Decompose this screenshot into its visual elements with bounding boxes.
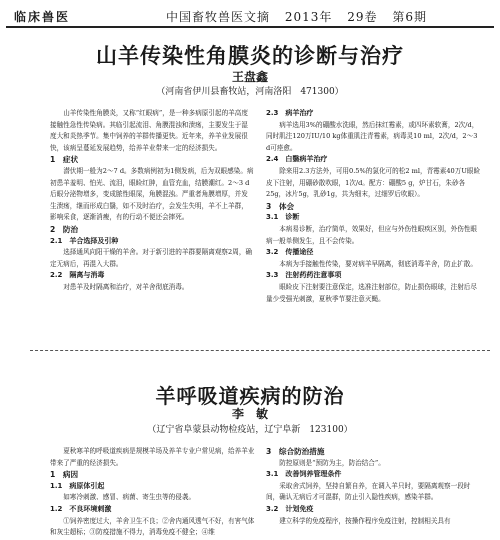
subsection-heading: 2.4 白翳病羊治疗	[266, 155, 328, 164]
journal-info	[166, 8, 437, 25]
article-separator	[30, 350, 490, 351]
subsection-heading: 2.2 隔离与消毒	[50, 271, 105, 280]
subsection-heading: 2.1 羊合选择及引种	[50, 236, 119, 245]
article2-author: 李 敏	[231, 407, 268, 421]
article2-right-column	[266, 446, 481, 527]
subsection-heading: 3.2 计划免疫	[266, 504, 314, 513]
article1-title: 山羊传染性角膜炎的诊断与治疗	[96, 44, 404, 68]
subsection-heading: 1.2 不良环境刺激	[50, 504, 112, 513]
article2-title: 羊呼吸道疾病的防治	[155, 384, 345, 408]
section-label: 临床兽医	[14, 10, 71, 24]
paragraph: 如寒冷刺激、感冒、病菌、寄生虫等的侵袭。	[63, 493, 196, 502]
article1-author: 王盘鑫	[231, 70, 268, 84]
journal-year: 2013年	[284, 10, 333, 24]
section-heading: 3 体会	[266, 201, 295, 211]
subsection-heading: 2.3 病羊治疗	[266, 109, 314, 117]
section-heading: 1 症状	[50, 155, 79, 165]
subsection-heading: 3.1 改善饲养管理条件	[266, 470, 342, 479]
paragraph: 病羊选用3%的硼酸水洗眼，然后抹红霉素，或四环素软膏，2次/d，同时肌注120万IU/10 kg体重肌注青霉素，病毒灵10 ml，2次/d，2～3 d可痊愈。	[266, 120, 479, 152]
section-heading: 2 防治	[50, 224, 79, 234]
article1-right-column	[266, 108, 481, 305]
paragraph: 选择通风向阳干燥的羊舍。对于新引进的羊群要隔离观察2周，确定无病后，再混入大群。	[50, 248, 253, 268]
journal-volume: 29卷	[347, 10, 378, 24]
journal-issue: 第6期	[392, 10, 427, 24]
section-heading: 3 综合防治措施	[266, 447, 325, 456]
paragraph: 采取舍式饲养，坚持自繁自养，在调入羊只时，要隔离观察一段时间，确认无病后才可混群，防止引入隐性疾病，感染羊群。	[266, 481, 471, 502]
paragraph: 本病易诊断，治疗简单，效果好，但应与外伤性眼疾区别，外伤性眼病一般单侧发生，且不会传染。	[266, 224, 477, 245]
subsection-heading: 3.1 诊断	[266, 213, 300, 222]
paragraph: 潜伏期一般为2～7 d。多数病例初为1侧发病，后为双眼感染。病初患羊羞明、怕光、流泪，眼睑红肿，血管充血，结膜潮红。2～3 d后眼分泌物增多，变成脓性眼屎，角膜混浊。严重者角膜增厚，并发生溃疡，继而形成白翳，如不及时治疗，会发生失明，羊不上羊群，影响采食，逐渐消瘦，有的行动不便还会摔死。	[50, 166, 254, 222]
article2-left-column	[50, 446, 258, 539]
paragraph: 眼睑皮下注射要注意保定，选准注射部位，防止损伤眼球，注射后尽量少受强光刺激，夏秋季节要注意灭蝇。	[266, 282, 477, 303]
section-heading: 1 病因	[50, 470, 79, 480]
running-header	[6, 4, 494, 28]
paragraph: 山羊传染性角膜炎，又称“红眼病”，是一种多病原引起的羊高度接触性急性传染病。其临引起流泪、角膜混浊和溃疡，主要发生于湿度大和炎热季节。集中饲养的羊群传播更快。近年来，养羊业发展很快，该病呈蔓延发展趋势，给养羊业带来一定的经济损失。	[50, 109, 248, 152]
paragraph: 本病为手接触性传染，要对病羊早隔离，彻底消毒羊舍，防止扩散。	[279, 259, 477, 268]
paragraph: 防控原则是“预防为主，防治结合”。	[279, 458, 385, 467]
article1-affiliation: （河南省伊川县畜牧站，河南洛阳 471300）	[156, 87, 344, 97]
paragraph: ①饲养密度过大，羊舍卫生不良；②舍内通风透气不好，有害气体和灰尘超标；③防疫措施不得力，消毒免疫不健全；④维	[50, 516, 255, 537]
article1-left-column	[50, 108, 254, 294]
paragraph: 除来用2.3方法外，可用0.5%的氯化可的松2 ml，青霉素40万U眼睑皮下注射，用硼砂散吹眼，1次/d。配方：硼酸5 g，炉甘石，朱砂各25g，冰片5g，乳砂1g，共为细末，过细罗后吹眼）。	[266, 166, 481, 199]
journal-name: 中国畜牧兽医文摘	[166, 10, 271, 24]
article2-affiliation: （辽宁省阜蒙县动物检疫站，辽宁阜新 123100）	[147, 425, 353, 435]
paragraph: 建立科学的免疫程序，按操作程序免疫注射，控制相关具有	[279, 516, 451, 525]
paragraph: 夏秋寒羊的呼吸道疾病是规模羊场及养羊专业户常见病，给养羊业带来了严重的经济损失。	[50, 447, 255, 467]
subsection-heading: 3.3 注射药药注意事项	[266, 271, 342, 280]
subsection-heading: 1.1 病原体引起	[50, 481, 105, 490]
paragraph: 对患羊及时隔离和治疗，对羊舍彻底消毒。	[63, 282, 189, 291]
subsection-heading: 3.2 传播途径	[266, 248, 314, 257]
